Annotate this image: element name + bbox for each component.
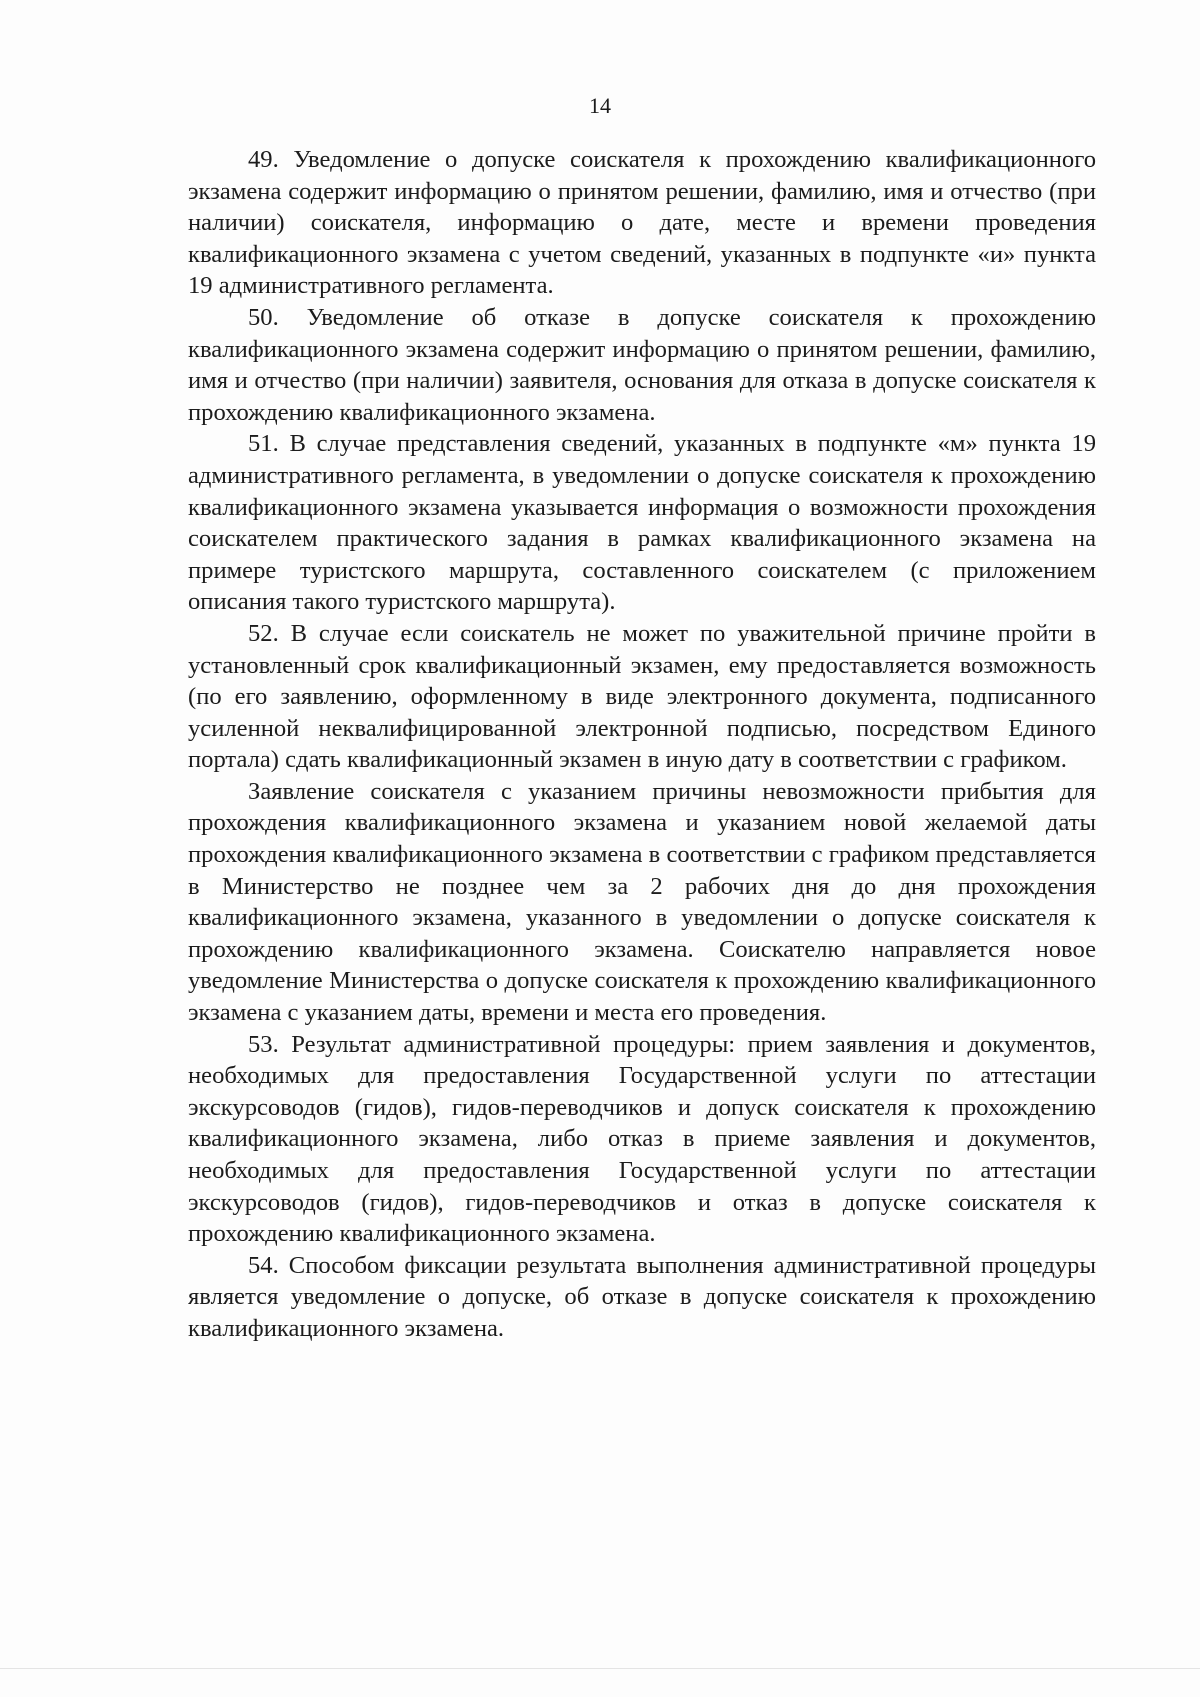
paragraph-50: 50. Уведомление об отказе в допуске соискателя к прохождению квалификационного экзамена содержит информацию о принятом решении, фамилию, имя и отчество (при наличии) заявителя, основания для отказа в допуске соискателя к прохождению квалификационного экзамена. xyxy=(188,303,1096,426)
page-bottom-divider xyxy=(0,1668,1200,1669)
paragraph-54: 54. Способом фиксации результата выполнения административной процедуры является уведомление о допуске, об отказе в допуске соискателя к прохождению квалификационного экзамена. xyxy=(188,1251,1096,1342)
document-body xyxy=(188,144,1096,1345)
paragraph-52: 52. В случае если соискатель не может по уважительной причине пройти в установленный срок квалификационный экзамен, ему предоставляется возможность (по его заявлению, оформленному в виде электронного документа, подписанного усиленной неквалифицированной электронной подписью, посредством Единого портала) сдать квалификационный экзамен в иную дату в соответствии с графиком. xyxy=(188,619,1096,774)
paragraph-52-continuation: Заявление соискателя с указанием причины невозможности прибытия для прохождения квалификационного экзамена и указанием новой желаемой даты прохождения квалификационного экзамена в соответствии с графиком представляется в Министерство не позднее чем за 2 рабочих дня до дня прохождения квалификационного экзамена, указанного в уведомлении о допуске соискателя к прохождению квалификационного экзамена. Соискателю направляется новое уведомление Министерства о допуске соискателя к прохождению квалификационного экзамена с указанием даты, времени и места его проведения. xyxy=(188,777,1096,1027)
page-number: 14 xyxy=(589,93,611,118)
paragraph-53: 53. Результат административной процедуры: прием заявления и документов, необходимых для предоставления Государственной услуги по аттестации экскурсоводов (гидов), гидов-переводчиков и допуск соискателя к прохождению квалификационного экзамена, либо отказ в приеме заявления и документов, необходимых для предоставления Государственной услуги по аттестации экскурсоводов (гидов), гидов-переводчиков и отказ в допуске соискателя к прохождению квалификационного экзамена. xyxy=(188,1030,1096,1248)
paragraph-51: 51. В случае представления сведений, указанных в подпункте «м» пункта 19 административного регламента, в уведомлении о допуске соискателя к прохождению квалификационного экзамена указывается информация о возможности прохождения соискателем практического задания в рамках квалификационного экзамена на примере туристского маршрута, составленного соискателем (с приложением описания такого туристского маршрута). xyxy=(188,430,1096,616)
paragraph-49: 49. Уведомление о допуске соискателя к прохождению квалификационного экзамена содержит информацию о принятом решении, фамилию, имя и отчество (при наличии) соискателя, информацию о дате, месте и времени проведения квалификационного экзамена с учетом сведений, указанных в подпункте «и» пункта 19 административного регламента. xyxy=(188,146,1096,300)
